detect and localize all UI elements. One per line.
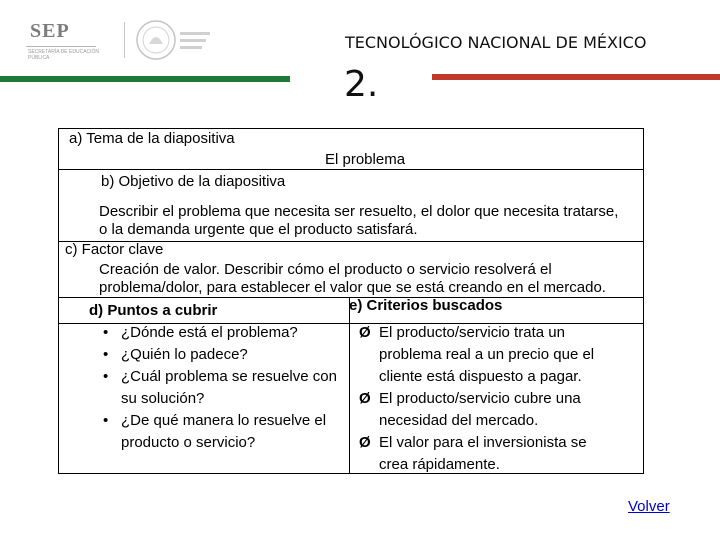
key-factor-text: Creación de valor. Describir cómo el producto o servicio resolverá el problema/dolor, para establecer el valor que se está creando en el mercado. (99, 261, 606, 296)
logo-divider (124, 22, 125, 58)
sep-logo-text: SEP (30, 20, 70, 42)
sep-logo-subtext: SECRETARÍA DE EDUCACIÓN PÚBLICA (28, 49, 100, 61)
national-seal-icon (134, 18, 212, 62)
points-label: d) Puntos a cubrir (89, 302, 218, 319)
criteria-label: e) Criterios buscados (349, 297, 503, 314)
topic-label: a) Tema de la diapositiva (69, 130, 235, 147)
key-factor-label: c) Factor clave (65, 241, 164, 258)
list-item: Ø El valor para el inversionista se crea rápidamente. (353, 432, 615, 476)
list-item: • ¿De qué manera lo resuelve el producto o servicio? (95, 410, 345, 454)
list-item: Ø El producto/servicio trata un problema real a un precio que el cliente está dispuesto a pagar. (353, 322, 615, 388)
objective-text: Describir el problema que necesita ser resuelto, el dolor que necesita tratarse, o la demanda urgente que el producto satisfará. (99, 203, 619, 238)
list-item: Ø El producto/servicio cubre una necesidad del mercado. (353, 388, 615, 432)
slide-number: 2. (344, 64, 379, 105)
row-divider (59, 169, 643, 170)
logo-rule (26, 46, 96, 47)
points-list (95, 322, 345, 454)
content-table (58, 128, 644, 474)
list-item: • ¿Cuál problema se resuelve con su solución? (95, 366, 345, 410)
criteria-list (353, 322, 615, 476)
red-accent-bar (432, 74, 720, 80)
topic-value: El problema (325, 151, 406, 168)
institution-title: TECNOLÓGICO NACIONAL DE MÉXICO (345, 33, 647, 52)
list-item: • ¿Dónde está el problema? (95, 322, 345, 344)
list-item: • ¿Quién lo padece? (95, 344, 345, 366)
back-link[interactable]: Volver (628, 498, 670, 515)
green-accent-bar (0, 76, 290, 82)
objective-label: b) Objetivo de la diapositiva (101, 173, 286, 190)
column-divider (349, 297, 350, 473)
sep-logo (22, 16, 242, 68)
